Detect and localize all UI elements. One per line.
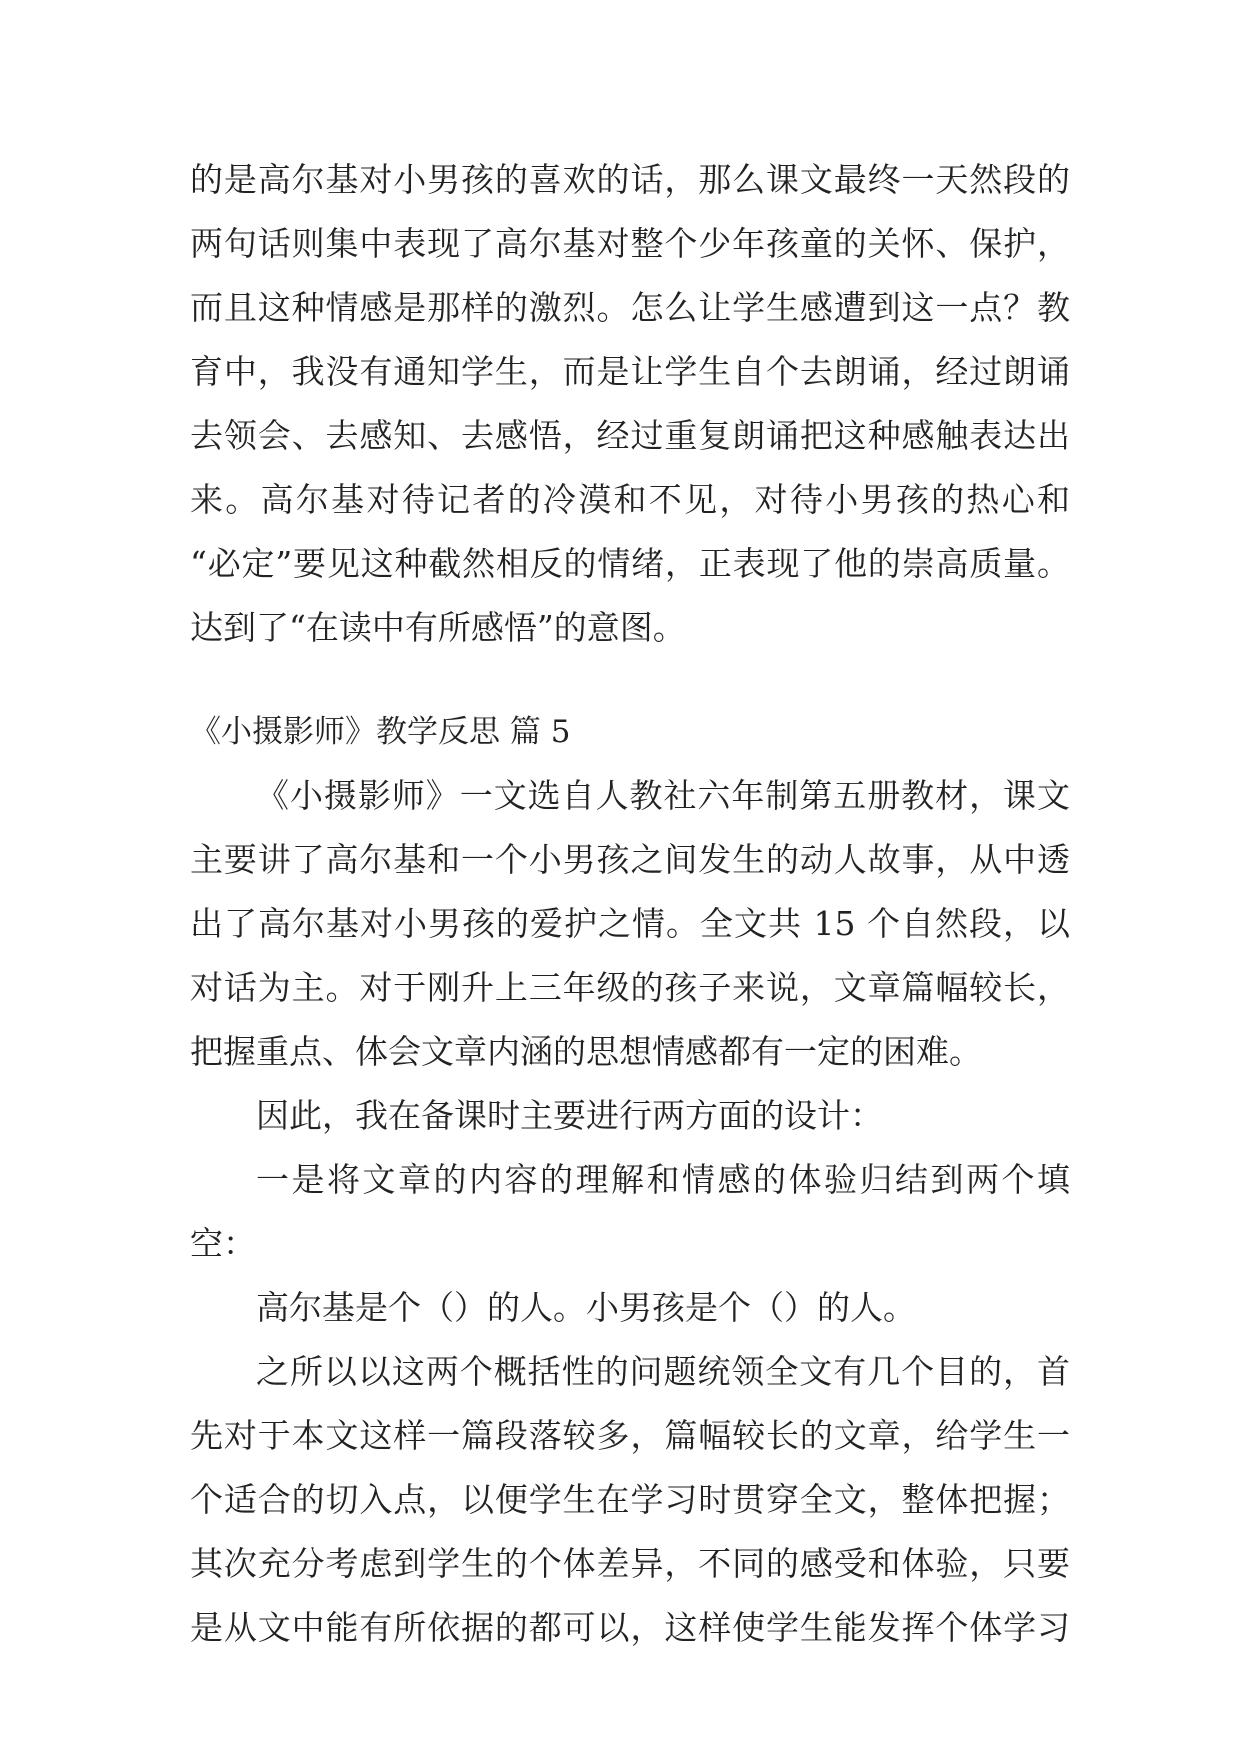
paragraph-line: 其次充分考虑到学生的个体差异，不同的感受和体验，只要 (190, 1544, 1070, 1583)
paragraph-line: 的是高尔基对小男孩的喜欢的话，那么课文最终一天然段的 (190, 160, 1070, 199)
paragraph-line-first: 因此，我在备课时主要进行两方面的设计： (256, 1096, 883, 1135)
paragraph-line-first: 之所以以这两个概括性的问题统领全文有几个目的，首 (256, 1352, 1070, 1391)
paragraph-line-last: 把握重点、体会文章内涵的思想情感都有一定的困难。 (190, 1032, 982, 1071)
paragraph-line: 先对于本文这样一篇段落较多，篇幅较长的文章，给学生一 (190, 1416, 1070, 1455)
paragraph-line: 是从文中能有所依据的都可以，这样使学生能发挥个体学习 (190, 1608, 1070, 1647)
paragraph-line: 对话为主。对于刚升上三年级的孩子来说，文章篇幅较长， (190, 968, 1070, 1007)
paragraph-line: 而且这种情感是那样的激烈。怎么让学生感遭到这一点？教 (190, 288, 1070, 327)
fill-in-blank-line: 高尔基是个（）的人。小男孩是个（）的人。 (256, 1288, 916, 1327)
paragraph-line: “必定”要见这种截然相反的情绪，正表现了他的崇高质量。 (190, 544, 1070, 583)
paragraph-line-first: 《小摄影师》一文选自人教社六年制第五册教材，课文 (256, 776, 1070, 815)
paragraph-line: 两句话则集中表现了高尔基对整个少年孩童的关怀、保护， (190, 224, 1070, 263)
section-heading: 《小摄影师》教学反思 篇 5 (190, 714, 571, 750)
paragraph-line-last: 空： (190, 1224, 256, 1263)
paragraph-line: 来。高尔基对待记者的冷漠和不见，对待小男孩的热心和 (190, 480, 1070, 519)
paragraph-line: 去领会、去感知、去感悟，经过重复朗诵把这种感触表达出 (190, 416, 1070, 455)
paragraph-line: 出了高尔基对小男孩的爱护之情。全文共 15 个自然段，以 (190, 904, 1070, 943)
paragraph-line-last: 达到了“在读中有所感悟”的意图。 (190, 608, 686, 647)
paragraph-line: 个适合的切入点，以便学生在学习时贯穿全文，整体把握； (190, 1480, 1070, 1519)
paragraph-line: 主要讲了高尔基和一个小男孩之间发生的动人故事，从中透 (190, 840, 1070, 879)
paragraph-line: 育中，我没有通知学生，而是让学生自个去朗诵，经过朗诵 (190, 352, 1070, 391)
paragraph-line-first: 一是将文章的内容的理解和情感的体验归结到两个填 (256, 1160, 1070, 1199)
